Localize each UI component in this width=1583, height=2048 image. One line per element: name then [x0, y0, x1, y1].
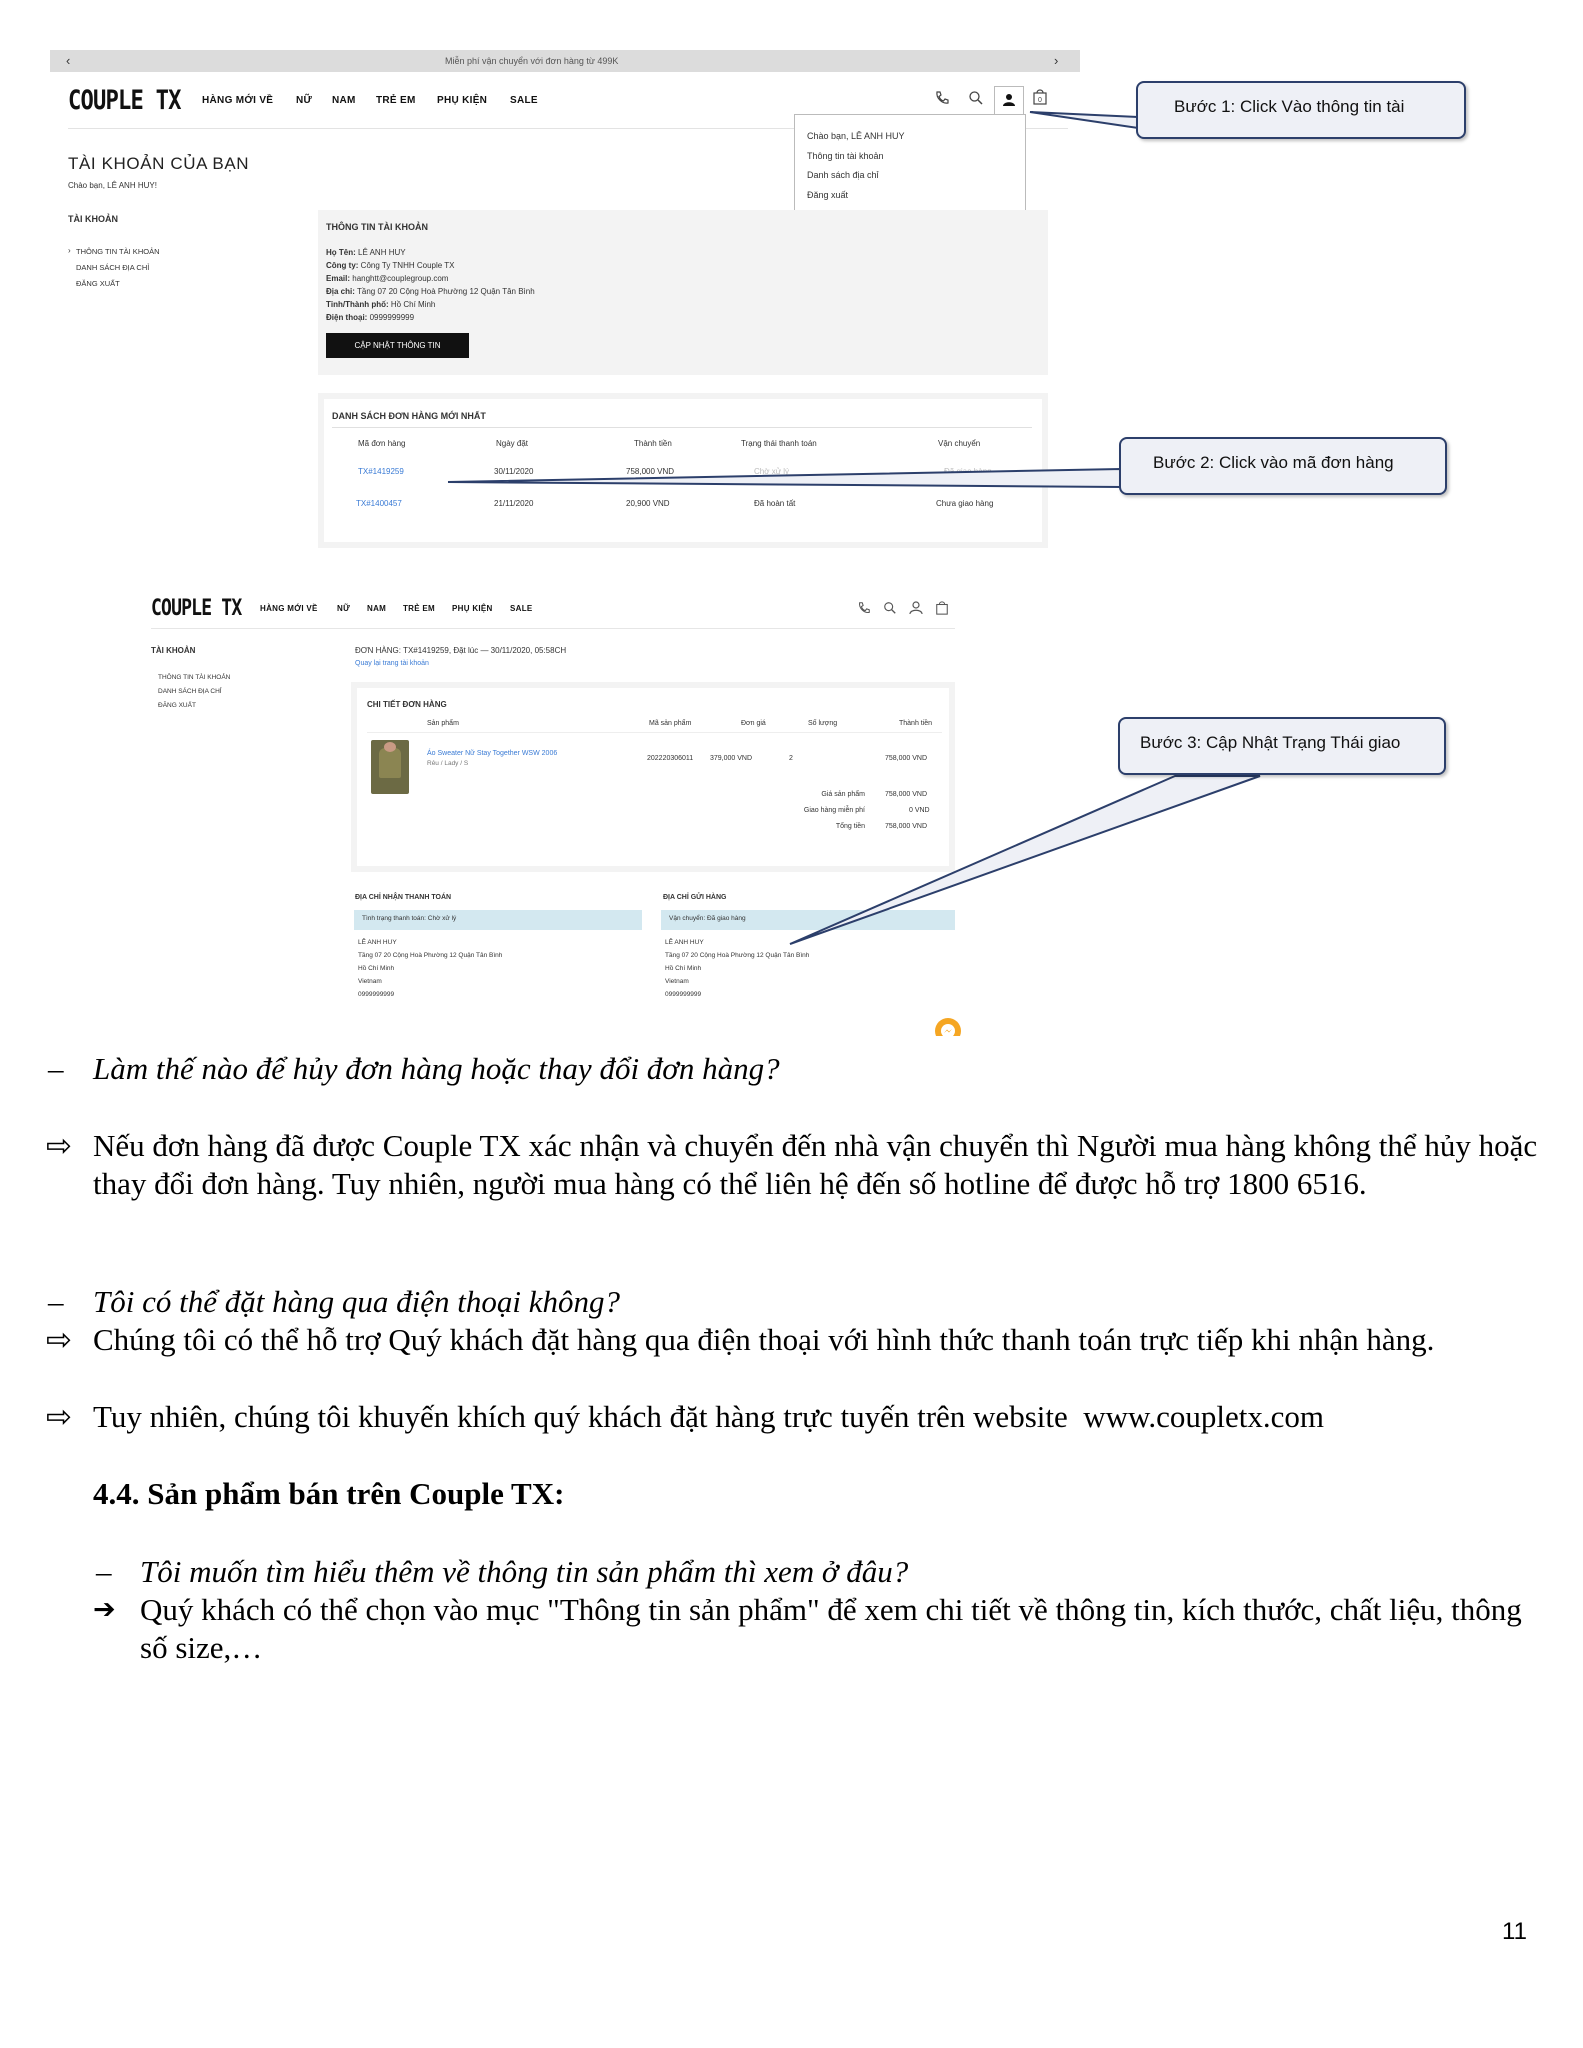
sidebar-item-account-info[interactable]: THÔNG TIN TÀI KHOẢN [76, 247, 160, 256]
address-line: Tầng 07 20 Cộng Hoà Phường 12 Quận Tân Bình [358, 952, 503, 959]
billing-status: Tình trạng thanh toán: Chờ xử lý [362, 915, 457, 922]
nav-men[interactable]: NAM [367, 604, 387, 613]
order-id-link[interactable]: TX#1400457 [356, 499, 402, 508]
nav-accessories[interactable]: PHỤ KIỆN [452, 604, 493, 613]
page-greeting: Chào bạn, LÊ ANH HUY! [68, 181, 157, 190]
nav-new-arrivals[interactable]: HÀNG MỚI VỀ [202, 95, 274, 106]
a3-arrow: ➔ [93, 1594, 116, 1625]
field-phone: Điện thoại: 0999999999 [326, 313, 415, 322]
dropdown-logout[interactable]: Đăng xuất [807, 190, 849, 200]
orders-header-date: Ngày đặt [496, 439, 529, 448]
summary-shipping-value: 0 VND [909, 807, 930, 814]
address-line: LÊ ANH HUY [665, 939, 704, 946]
site-logo[interactable]: COUPLE TX [151, 596, 242, 621]
nav-accessories[interactable]: PHỤ KIỆN [437, 95, 488, 106]
nav-new-arrivals[interactable]: HÀNG MỚI VỀ [260, 604, 318, 613]
order-heading: ĐƠN HÀNG: TX#1419259, Đặt lúc — 30/11/2020, 05:58CH [355, 646, 567, 655]
q1-dash: – [48, 1051, 64, 1086]
q2-dash: – [48, 1284, 64, 1319]
product-variant: Rêu / Lady / S [427, 760, 469, 767]
section-heading: 4.4. Sản phẩm bán trên Couple TX: [93, 1476, 565, 1511]
sidebar-item-account-info[interactable]: THÔNG TIN TÀI KHOẢN [158, 674, 231, 681]
detail-header-total: Thành tiền [899, 720, 933, 727]
orders-header-id: Mã đơn hàng [358, 439, 406, 448]
sidebar-title: TÀI KHOẢN [68, 214, 118, 224]
detail-header-sku: Mã sản phẩm [649, 720, 692, 727]
shipping-title: ĐỊA CHỈ GỬI HÀNG [663, 894, 727, 901]
address-line: Hồ Chí Minh [665, 965, 702, 972]
order-shipping: Chưa giao hàng [936, 499, 994, 508]
page-number: 11 [1502, 1918, 1527, 1945]
a2a-text: Chúng tôi có thể hỗ trợ Quý khách đặt hàng qua điện thoại với hình thức thanh toán trực tiếp khi nhận hàng. [93, 1322, 1435, 1357]
sidebar-active-marker: › [68, 246, 71, 255]
back-to-account-link[interactable]: Quay lại trang tài khoản [355, 660, 429, 667]
address-line: Hồ Chí Minh [358, 965, 395, 972]
order-date: 30/11/2020 [494, 467, 534, 476]
sidebar-item-logout[interactable]: ĐĂNG XUẤT [76, 279, 120, 288]
nav-women[interactable]: NỮ [296, 95, 313, 106]
a3-text: Quý khách có thể chọn vào mục "Thông tin sản phẩm" để xem chi tiết về thông tin, kích thước, chất liệu, thông số size,… [140, 1592, 1522, 1665]
address-line: Tầng 07 20 Cộng Hoà Phường 12 Quận Tân Bình [665, 952, 810, 959]
a1-arrow: ⇨ [46, 1128, 72, 1163]
product-price: 379,000 VND [710, 755, 753, 762]
sidebar-item-address-list[interactable]: DANH SÁCH ĐỊA CHỈ [158, 688, 222, 695]
address-line: Vietnam [665, 978, 689, 985]
a2a-arrow: ⇨ [46, 1322, 72, 1357]
announcement-next-button[interactable]: › [1054, 53, 1059, 68]
nav-men[interactable]: NAM [332, 95, 356, 106]
detail-header-qty: Số lượng [808, 720, 838, 727]
orders-header-shipping: Vận chuyển [938, 439, 981, 448]
summary-total-label: Tổng tiền [835, 823, 865, 830]
callout-step2-pointer [448, 469, 1121, 487]
q3-dash: – [96, 1554, 112, 1589]
account-info-title: THÔNG TIN TÀI KHOẢN [326, 222, 428, 232]
a2b-arrow: ⇨ [46, 1399, 72, 1434]
field-company: Công ty: Công Ty TNHH Couple TX [326, 261, 455, 270]
page-title: TÀI KHOẢN CỦA BẠN [68, 154, 250, 173]
a1-text: Nếu đơn hàng đã được Couple TX xác nhận và chuyển đến nhà vận chuyển thì Người mua hàng không thể hủy hoặc thay đổi đơn hàng. Tuy nhiên, người mua hàng có thể liên hệ đến số hotline để được hỗ trợ 1800 6516. [93, 1128, 1538, 1201]
billing-title: ĐỊA CHỈ NHẬN THANH TOÁN [355, 894, 452, 901]
detail-header-product: Sản phẩm [427, 720, 459, 727]
announcement-prev-button[interactable]: ‹ [66, 53, 71, 68]
dropdown-address-list[interactable]: Danh sách địa chỉ [807, 170, 879, 180]
field-email: Email: hanghtt@couplegroup.com [326, 274, 449, 283]
address-line: 0999999999 [358, 991, 395, 998]
callout-step1-pointer [1030, 112, 1138, 128]
sidebar-item-address-list[interactable]: DANH SÁCH ĐỊA CHỈ [76, 263, 150, 272]
address-line: Vietnam [358, 978, 382, 985]
summary-subtotal-value: 758,000 VND [885, 791, 928, 798]
summary-total-value: 758,000 VND [885, 823, 928, 830]
orders-header-total: Thành tiền [634, 439, 672, 448]
detail-header-price: Đơn giá [741, 720, 766, 727]
q3-text: Tôi muốn tìm hiểu thêm về thông tin sản phẩm thì xem ở đâu? [140, 1554, 909, 1589]
nav-sale[interactable]: SALE [510, 95, 538, 106]
order-total: 758,000 VND [626, 467, 675, 476]
q2-text: Tôi có thể đặt hàng qua điện thoại không? [93, 1284, 620, 1319]
announcement-text: Miễn phí vận chuyển với đơn hàng từ 499K [445, 56, 619, 66]
order-total: 20,900 VND [626, 499, 670, 508]
product-total: 758,000 VND [885, 755, 928, 762]
nav-women[interactable]: NỮ [337, 604, 351, 613]
callout-step2: Bước 2: Click vào mã đơn hàng [1119, 437, 1447, 495]
product-sku: 202220306011 [647, 755, 694, 762]
callout-step3: Bước 3: Cập Nhật Trạng Thái giao [1118, 717, 1446, 775]
dropdown-account-info[interactable]: Thông tin tài khoản [807, 151, 884, 161]
shipping-status[interactable]: Vận chuyển: Đã giao hàng [669, 915, 746, 922]
order-payment: Chờ xử lý [754, 467, 790, 476]
order-payment: Đã hoàn tất [754, 499, 796, 508]
nav-kids[interactable]: TRẺ EM [403, 604, 436, 613]
sidebar-item-logout[interactable]: ĐĂNG XUẤT [158, 702, 196, 709]
callout-step1: Bước 1: Click Vào thông tin tài [1136, 81, 1466, 139]
site-logo[interactable]: COUPLE TX [68, 85, 181, 116]
order-detail-title: CHI TIẾT ĐƠN HÀNG [367, 700, 447, 709]
update-info-button[interactable]: CẬP NHẬT THÔNG TIN [326, 333, 469, 358]
order-id-link[interactable]: TX#1419259 [358, 467, 404, 476]
order-date: 21/11/2020 [494, 499, 534, 508]
product-qty: 2 [789, 755, 793, 762]
field-name: Họ Tên: LÊ ANH HUY [326, 248, 406, 257]
dropdown-greeting: Chào bạn, LÊ ANH HUY [807, 131, 905, 141]
summary-subtotal-label: Giá sản phẩm [821, 791, 865, 798]
field-city: Tỉnh/Thành phố: Hồ Chí Minh [326, 300, 436, 309]
sidebar-title: TÀI KHOẢN [151, 646, 196, 655]
a2b-text: Tuy nhiên, chúng tôi khuyến khích quý khách đặt hàng trực tuyến trên website www.coupletx.com [93, 1399, 1325, 1434]
q1-text: Làm thế nào để hủy đơn hàng hoặc thay đổi đơn hàng? [93, 1051, 780, 1086]
address-line: LÊ ANH HUY [358, 939, 397, 946]
orders-title: DANH SÁCH ĐƠN HÀNG MỚI NHẤT [332, 411, 486, 421]
nav-sale[interactable]: SALE [510, 604, 533, 613]
callout-step3-pointer [790, 776, 1260, 944]
product-name-link[interactable]: Áo Sweater Nữ Stay Together WSW 2006 [427, 750, 558, 757]
nav-kids[interactable]: TRẺ EM [376, 95, 416, 106]
orders-header-payment: Trạng thái thanh toán [741, 439, 817, 448]
summary-shipping-label: Giao hàng miễn phí [803, 807, 865, 814]
address-line: 0999999999 [665, 991, 702, 998]
field-address: Địa chỉ: Tầng 07 20 Cộng Hoà Phường 12 Quận Tân Bình [326, 287, 535, 296]
svg-text:0: 0 [1038, 97, 1042, 104]
